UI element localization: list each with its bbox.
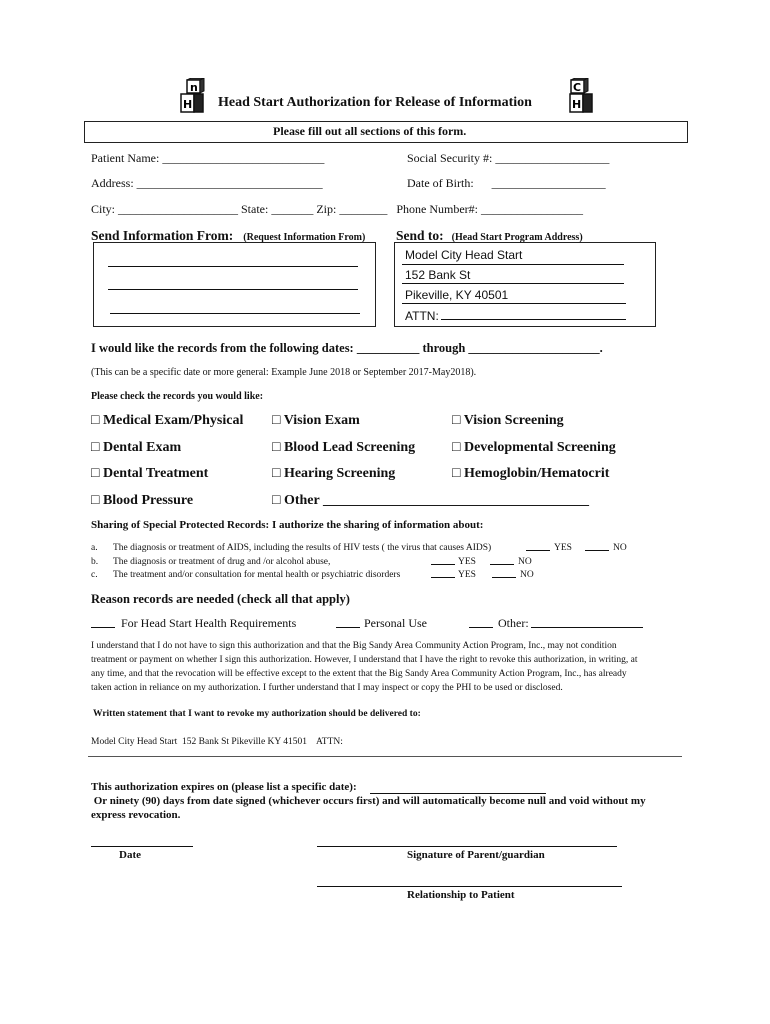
city-line-field[interactable]: City: ____________________ State: _______ Zip: ________ Phone Number#: _________________	[91, 202, 583, 216]
special-b-yes-blank[interactable]	[431, 564, 455, 565]
send-from-line-3[interactable]	[110, 313, 360, 314]
send-from-sub: (Request Information From)	[243, 232, 366, 243]
legal-line-3: any time, and that the revocation will be effective except to the extent that the Big Sandy Area Community Action Program, Inc., has already	[91, 669, 627, 679]
expiry-line-1: This authorization expires on (please list a specific date):	[91, 781, 357, 793]
reason-other: Other:	[498, 616, 529, 630]
reason-headstart: For Head Start Health Requirements	[121, 616, 297, 630]
send-from-line-2[interactable]	[108, 289, 358, 290]
send-to-line-4: ATTN:	[405, 309, 439, 323]
special-a-text: The diagnosis or treatment of AIDS, including the results of HIV tests ( the virus that causes AIDS)	[113, 543, 492, 553]
send-from-line-1[interactable]	[108, 266, 358, 267]
reason-personal: Personal Use	[364, 616, 427, 630]
send-to-line-3: Pikeville, KY 40501	[405, 288, 509, 302]
special-heading: Sharing of Special Protected Records: I authorize the sharing of information about:	[91, 519, 484, 531]
dates-note: (This can be a specific date or more general: Example June 2018 or September 2017-May2018).	[91, 367, 477, 378]
send-from-box[interactable]	[93, 242, 376, 327]
attn-field[interactable]	[441, 319, 626, 320]
relationship-label: Relationship to Patient	[407, 889, 515, 901]
special-b-no: NO	[518, 557, 532, 567]
page-title: Head Start Authorization for Release of Information	[218, 95, 532, 110]
record-dental-treatment[interactable]: □ Dental Treatment	[91, 466, 209, 481]
special-a-no: NO	[613, 543, 627, 553]
legal-line-1: I understand that I do not have to sign this authorization and that the Big Sandy Area Community Action Program, Inc., may not condition	[91, 641, 617, 651]
reason-personal-blank[interactable]	[336, 627, 360, 628]
special-a-no-blank[interactable]	[585, 550, 609, 551]
record-blood-lead[interactable]: □ Blood Lead Screening	[272, 440, 416, 455]
ssn-field[interactable]: Social Security #: ___________________	[407, 151, 610, 165]
reason-other-field[interactable]	[531, 627, 643, 628]
special-b-yes: YES	[458, 557, 476, 567]
reason-heading: Reason records are needed (check all that apply)	[91, 592, 350, 606]
record-other[interactable]: □ Other ______________________________________	[272, 493, 589, 508]
blocks-logo-left-icon	[178, 78, 208, 119]
record-dental-exam[interactable]: □ Dental Exam	[91, 440, 182, 455]
date-label: Date	[119, 849, 141, 861]
send-to-sub: (Head Start Program Address)	[451, 232, 583, 243]
check-prompt: Please check the records you would like:	[91, 391, 264, 402]
send-to-line-1: Model City Head Start	[405, 248, 523, 262]
relationship-line[interactable]	[317, 886, 622, 887]
special-b-text: The diagnosis or treatment of drug and /or alcohol abuse,	[113, 557, 331, 567]
address-field[interactable]: Address: _______________________________	[91, 176, 323, 190]
reason-other-blank[interactable]	[469, 627, 493, 628]
signature-label: Signature of Parent/guardian	[407, 849, 545, 861]
special-c-no-blank[interactable]	[492, 577, 516, 578]
revoke-heading: Written statement that I want to revoke my authorization should be delivered to:	[93, 709, 421, 719]
parent-signature-line[interactable]	[317, 846, 617, 847]
record-hearing[interactable]: □ Hearing Screening	[272, 466, 396, 481]
svg-text:H: H	[183, 98, 193, 111]
record-vision-screening[interactable]: □ Vision Screening	[452, 413, 564, 428]
svg-text:H: H	[572, 98, 582, 111]
special-b-no-blank[interactable]	[490, 564, 514, 565]
send-to-underline-1	[402, 264, 624, 265]
special-c-yes-blank[interactable]	[431, 577, 455, 578]
record-blood-pressure[interactable]: □ Blood Pressure	[91, 493, 194, 508]
send-to-underline-3	[402, 303, 626, 304]
special-a-yes-blank[interactable]	[526, 550, 550, 551]
record-developmental[interactable]: □ Developmental Screening	[452, 440, 616, 455]
special-c-letter: c.	[91, 570, 98, 580]
send-from-label: Send Information From:	[91, 228, 234, 243]
send-to-label: Send to:	[396, 228, 444, 243]
dob-field[interactable]: Date of Birth: ___________________	[407, 176, 606, 190]
special-b-letter: b.	[91, 557, 99, 567]
patient-name-field[interactable]: Patient Name: ___________________________	[91, 151, 325, 165]
record-hemoglobin[interactable]: □ Hemoglobin/Hematocrit	[452, 466, 610, 481]
special-a-letter: a.	[91, 543, 98, 553]
send-to-underline-2	[402, 283, 624, 284]
date-signature-line[interactable]	[91, 846, 193, 847]
reason-headstart-blank[interactable]	[91, 627, 115, 628]
send-to-line-2: 152 Bank St	[405, 268, 471, 282]
instruction-text: Please fill out all sections of this form.	[273, 124, 467, 138]
special-c-yes: YES	[458, 570, 476, 580]
expiry-line-2: Or ninety (90) days from date signed (whichever occurs first) and will automatically become null and void without my	[91, 795, 646, 807]
blocks-logo-right-icon	[566, 78, 596, 119]
svg-text:n: n	[190, 81, 198, 94]
expiry-line-3: express revocation.	[91, 809, 181, 821]
revoke-address: Model City Head Start 152 Bank St Pikeville KY 41501 ATTN:	[91, 737, 343, 747]
special-a-yes: YES	[554, 543, 572, 553]
divider	[88, 756, 682, 757]
record-vision-exam[interactable]: □ Vision Exam	[272, 413, 360, 428]
legal-line-4: taken action in reliance on my authorization. I further understand that I may inspect or copy the PHI to be used or disclosed.	[91, 683, 563, 693]
special-c-no: NO	[520, 570, 534, 580]
svg-text:C: C	[573, 81, 582, 94]
legal-line-2: treatment or payment on whether I sign this authorization. However, I understand that I have the right to revoke this authorization, in writing, at	[91, 655, 638, 665]
dates-line[interactable]: I would like the records from the following dates: __________ through _____________________.	[91, 341, 603, 355]
record-medical-exam[interactable]: □ Medical Exam/Physical	[91, 413, 244, 428]
special-c-text: The treatment and/or consultation for mental health or psychiatric disorders	[113, 570, 401, 580]
expiry-date-field[interactable]	[370, 793, 546, 794]
